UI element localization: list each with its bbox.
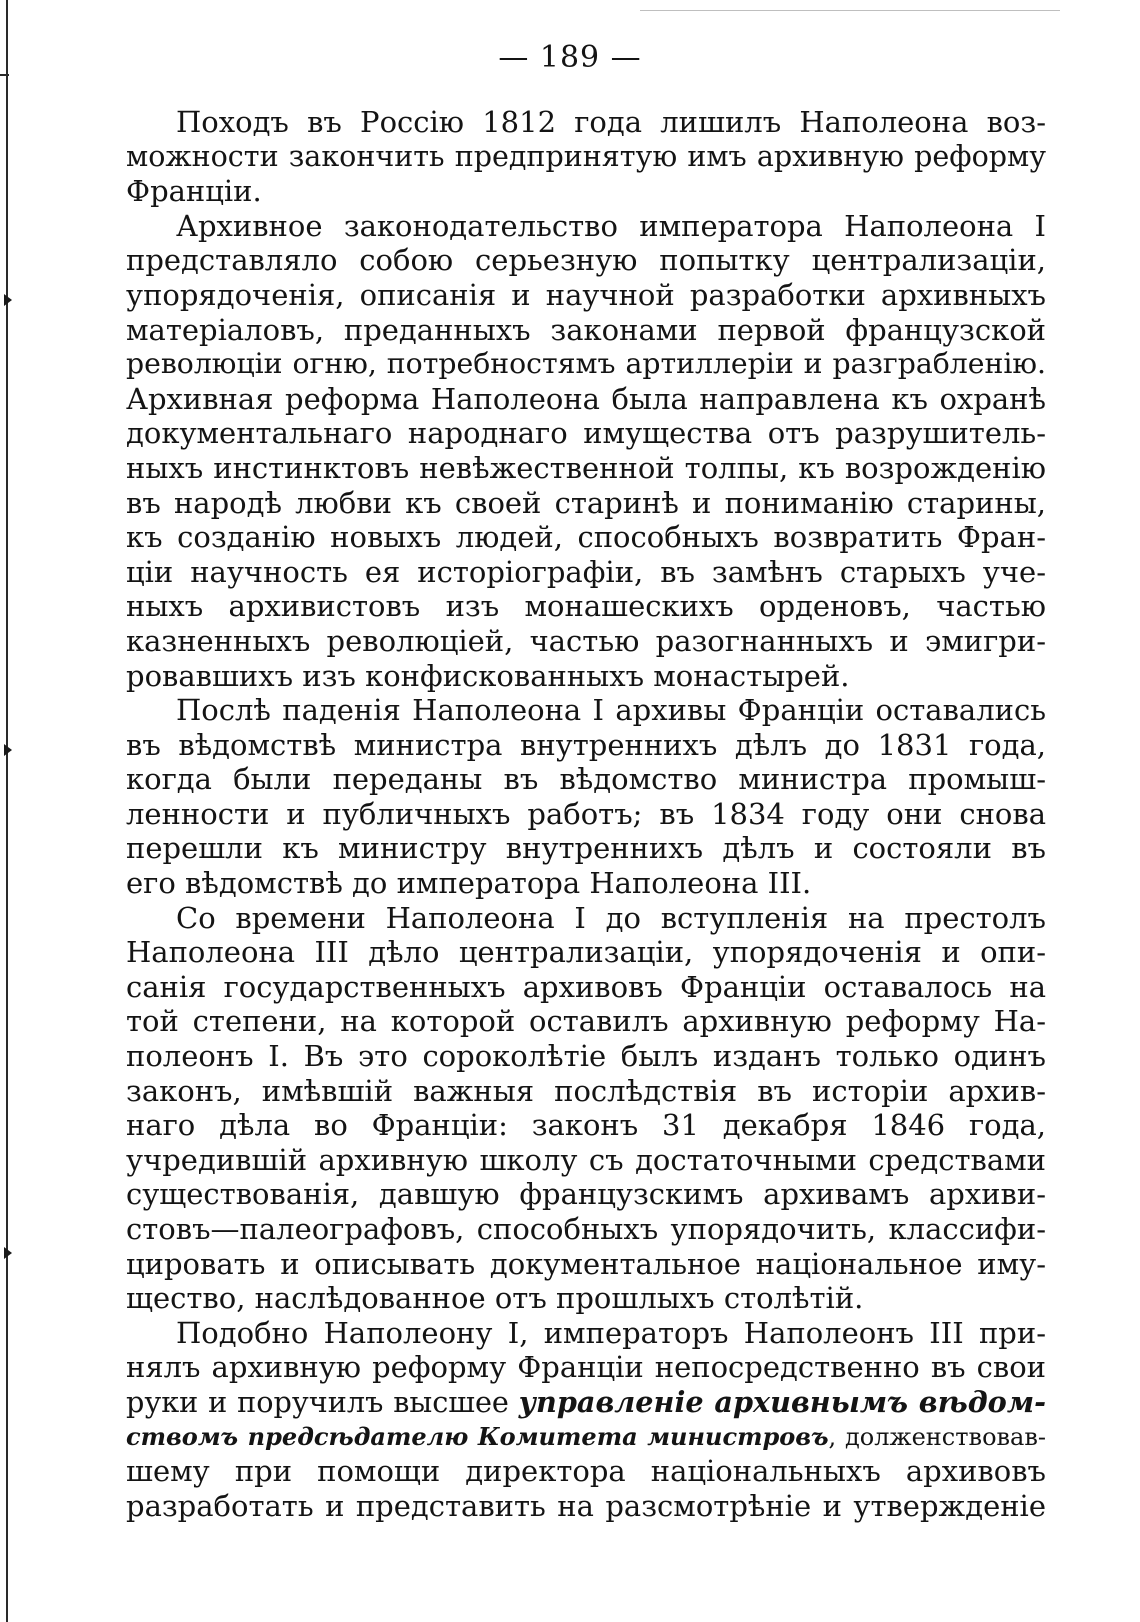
text-line: Наполеона III дѣло централизаціи, упорядоченія и опи- <box>126 935 1046 970</box>
page-number: — 189 — <box>498 40 642 75</box>
text-line: ціи научность ея исторіографіи, въ замѣнъ старыхъ уче- <box>126 554 1046 589</box>
text-line: законъ, имѣвшій важныя послѣдствія въ исторіи архив- <box>126 1073 1046 1108</box>
text-line: къ созданію новыхъ людей, способныхъ возвратить Фран- <box>126 520 1046 555</box>
text-line: существованія, давшую французскимъ архивамъ архиви- <box>126 1177 1046 1212</box>
text-line: шему при помощи директора національныхъ архивовъ <box>126 1454 1046 1489</box>
text-line: Со времени Наполеона I до вступленія на престолъ <box>176 900 1046 935</box>
text-line: санія государственныхъ архивовъ Франціи оставалось на <box>126 969 1046 1004</box>
text-line-with-italic <box>126 1420 1046 1455</box>
text-line: учредившій архивную школу съ достаточными средствами <box>126 1142 1046 1177</box>
text-line: полеонъ I. Въ это сороколѣтіе былъ изданъ только одинъ <box>126 1039 1046 1074</box>
text-line: документальнаго народнаго имущества отъ разрушитель- <box>126 416 1046 451</box>
text-line: матеріаловъ, преданныхъ законами первой французской <box>126 312 1046 347</box>
paragraph-2 <box>126 209 1046 693</box>
text-line: можности закончить предпринятую имъ архивную реформу <box>126 139 1046 173</box>
paragraph-1 <box>126 105 1046 209</box>
text-line: ленности и публичныхъ работъ; въ 1834 году они снова <box>126 796 1046 831</box>
margin-arrow-icon <box>4 744 12 756</box>
text-line: ровавшихъ изъ конфискованныхъ монастырей. <box>126 658 850 693</box>
text-line: разработать и представить на разсмотрѣніе и утвержденіе <box>126 1488 1046 1523</box>
text-line: цировать и описывать документальное національное иму- <box>126 1246 1046 1281</box>
text-line: перешли къ министру внутреннихъ дѣлъ и состояли въ <box>126 831 1046 866</box>
text-line: Походъ въ Россію 1812 года лишилъ Наполеона воз- <box>176 105 1046 139</box>
text-line: въ народѣ любви къ своей старинѣ и пониманію старины, <box>126 485 1046 520</box>
text-line: Послѣ паденія Наполеона I архивы Франціи оставались <box>176 693 1046 728</box>
text-line: въ вѣдомствѣ министра внутреннихъ дѣлъ до 1831 года, <box>126 727 1046 762</box>
text-line: Архивное законодательство императора Наполеона I <box>176 208 1046 243</box>
text-line: казненныхъ революціей, частью разогнанныхъ и эмигри- <box>126 623 1046 658</box>
plain-text: , долженствовав- <box>828 1422 1046 1451</box>
text-line: стовъ—палеографовъ, способныхъ упорядочить, классифи- <box>126 1212 1046 1246</box>
text-line-with-italic <box>126 1385 1046 1420</box>
paragraph-5 <box>126 1316 1046 1524</box>
text-line: его вѣдомствѣ до императора Наполеона III. <box>126 866 812 901</box>
top-edge-rule <box>640 10 1060 11</box>
text-line: ныхъ архивистовъ изъ монашескихъ орденовъ, частью <box>126 589 1046 624</box>
text-line: революціи огню, потребностямъ артиллеріи и разграбленію. <box>126 347 1046 381</box>
margin-arrow-icon <box>4 1247 12 1259</box>
text-line: той степени, на которой оставилъ архивную реформу На- <box>126 1004 1046 1039</box>
text-line: Франціи. <box>126 174 262 209</box>
text-line: щество, наслѣдованное отъ прошлыхъ столѣтій. <box>126 1281 864 1316</box>
text-line: нялъ архивную реформу Франціи непосредственно въ свои <box>126 1350 1046 1385</box>
paragraph-4 <box>126 901 1046 1316</box>
text-line: ныхъ инстинктовъ невѣжественной толпы, къ возрожденію <box>126 450 1046 485</box>
text-line: Архивная реформа Наполеона была направлена къ охранѣ <box>126 381 1046 416</box>
margin-arrow-icon <box>4 294 12 306</box>
page-body-text <box>126 105 1046 1523</box>
left-margin-rule <box>6 0 8 1622</box>
text-line: когда были переданы въ вѣдомство министра промыш- <box>126 762 1046 797</box>
text-line: представляло собою серьезную попытку централизаціи, <box>126 243 1046 278</box>
italic-emphasis: управленіе архивнымъ вѣдом- <box>518 1384 1046 1419</box>
text-line: упорядоченія, описанія и научной разработки архивныхъ <box>126 277 1046 312</box>
text-line: наго дѣла во Франціи: законъ 31 декабря 1846 года, <box>126 1108 1046 1143</box>
plain-text: руки и поручилъ высшее <box>126 1384 519 1419</box>
paragraph-3 <box>126 693 1046 901</box>
text-line: Подобно Наполеону I, императоръ Наполеонъ III при- <box>176 1315 1046 1350</box>
italic-emphasis: ствомъ предсѣдателю Комитета министровъ <box>126 1421 829 1451</box>
